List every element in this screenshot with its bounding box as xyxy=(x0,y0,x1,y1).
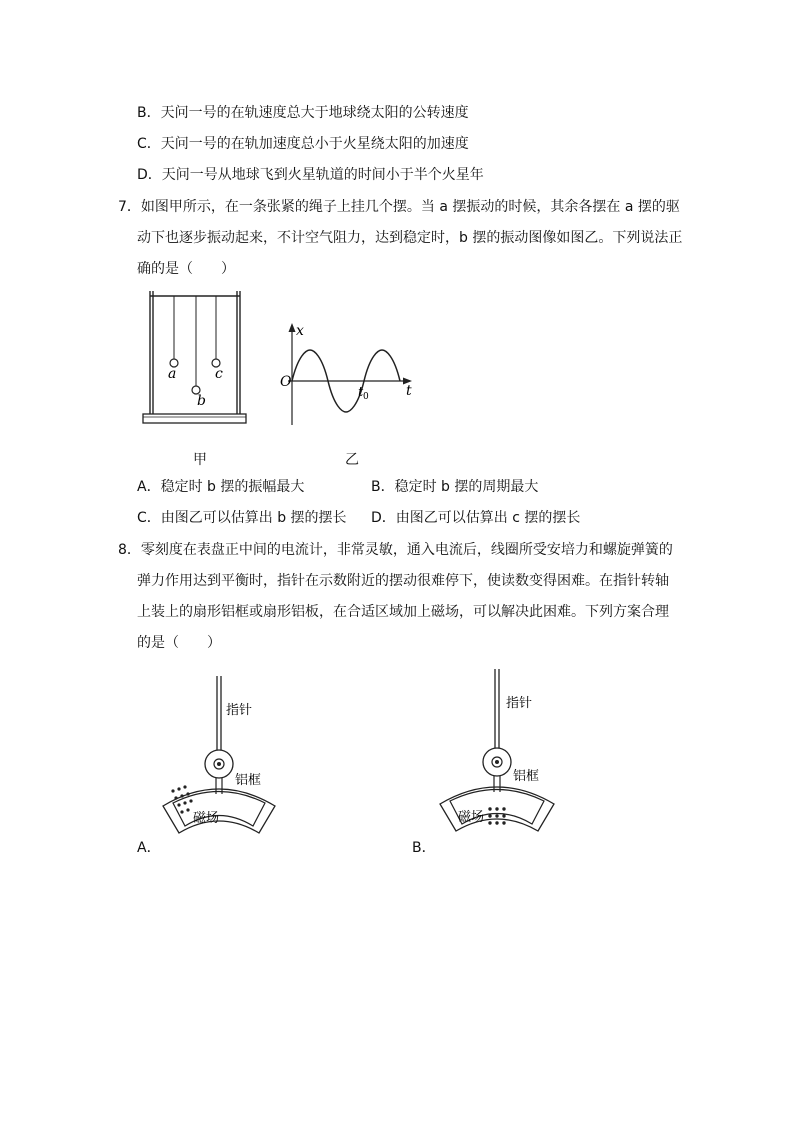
q6-option-c: C．天问一号的在轨加速度总小于火星绕太阳的加速度 xyxy=(137,136,469,152)
label-c: c xyxy=(215,366,223,382)
q7-option-b: B．稳定时 b 摆的周期最大 xyxy=(371,479,539,495)
q8-stem-line2: 弹力作用达到平衡时，指针在示数附近的摆动很难停下，使读数变得困难。在指针转轴 xyxy=(137,573,669,589)
caption-jia: 甲 xyxy=(193,452,207,468)
pointer-label-a: 指针 xyxy=(226,703,253,718)
q7-stem-line3: 确的是（ ） xyxy=(137,261,235,277)
q8-option-b-label: B． xyxy=(412,840,436,856)
label-a: a xyxy=(168,366,177,382)
q6-option-d: D．天问一号从地球飞到火星轨道的时间小于半个火星年 xyxy=(137,167,484,183)
pointer-label-b: 指针 xyxy=(506,696,533,711)
galvanometer-figure-b xyxy=(430,665,565,835)
pendulum-figure xyxy=(138,288,253,428)
q7-option-d: D．由图乙可以估算出 c 摆的摆长 xyxy=(371,510,581,526)
q7-stem-line1: 7．如图甲所示，在一条张紧的绳子上挂几个摆。当 a 摆振动的时候，其余各摆在 a 摆的驱 xyxy=(118,199,680,215)
q8-stem-line3: 上装上的扇形铝框或扇形铝板，在合适区域加上磁场，可以解决此困难。下列方案合理 xyxy=(137,604,669,620)
vibration-graph xyxy=(278,320,423,430)
t0-subscript: 0 xyxy=(363,392,369,402)
q8-option-a-label: A． xyxy=(137,840,161,856)
q7-option-c: C．由图乙可以估算出 b 摆的摆长 xyxy=(137,510,347,526)
frame-label-a: 铝框 xyxy=(235,773,262,788)
q8-stem-line1: 8．零刻度在表盘正中间的电流计，非常灵敏，通入电流后，线圈所受安培力和螺旋弹簧的 xyxy=(118,542,673,558)
axis-label-x: x xyxy=(296,323,304,339)
galvanometer-figure-a xyxy=(155,668,290,838)
axis-label-t: t xyxy=(406,383,412,399)
field-label-b: 磁场 xyxy=(458,810,485,825)
magnetic-field-dots xyxy=(488,807,505,824)
frame-label-b: 铝框 xyxy=(513,769,540,784)
q7-stem-line2: 动下也逐步振动起来，不计空气阻力，达到稳定时，b 摆的振动图像如图乙。下列说法正 xyxy=(137,230,683,246)
label-b: b xyxy=(197,393,206,409)
q6-option-b: B．天问一号的在轨速度总大于地球绕太阳的公转速度 xyxy=(137,105,469,121)
field-label-a: 磁场 xyxy=(193,811,220,826)
origin-label: O xyxy=(280,374,292,390)
caption-yi: 乙 xyxy=(345,452,359,468)
t0-label: t xyxy=(358,385,364,400)
q7-option-a: A．稳定时 b 摆的振幅最大 xyxy=(137,479,305,495)
q8-stem-line4: 的是（ ） xyxy=(137,635,221,651)
